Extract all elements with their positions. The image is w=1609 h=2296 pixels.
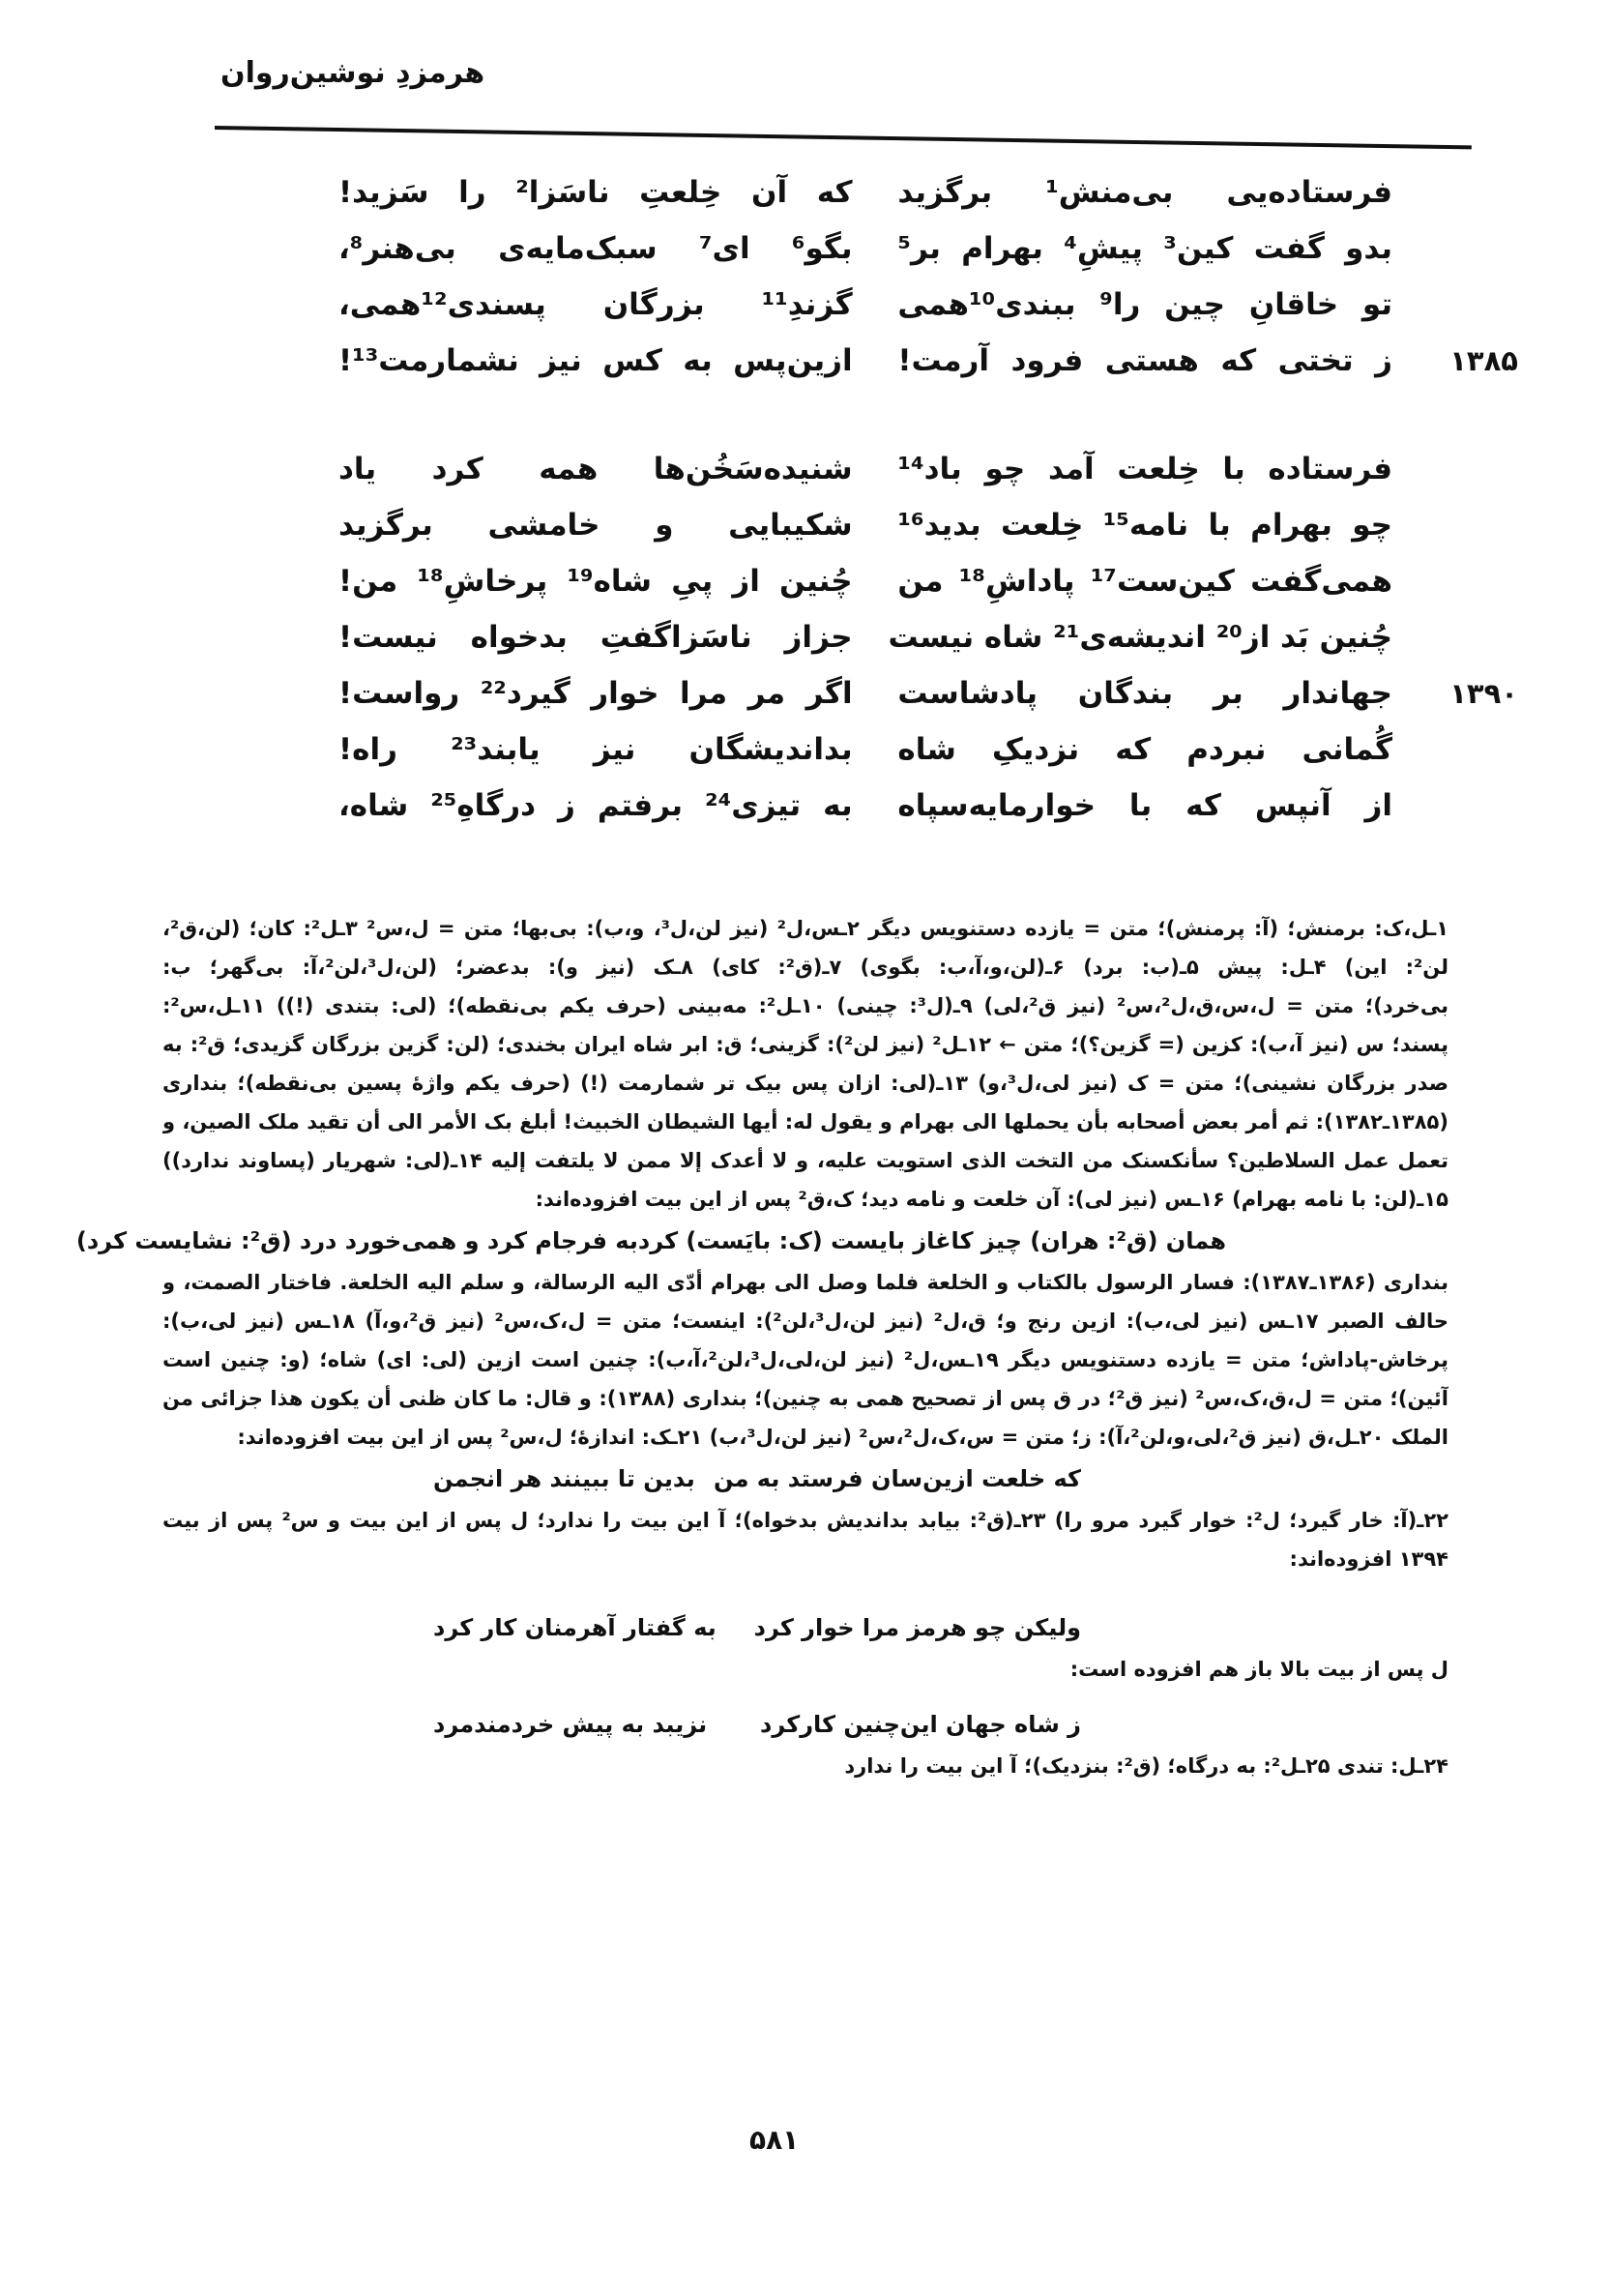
hemistich-second: چُنین از پیِ شاه¹⁹ پرخاشِ¹⁸ من! (338, 564, 853, 599)
footnote-line: ۱۳۹۴ افزوده‌اند: (1289, 1547, 1448, 1571)
footnote-line: تعمل عمل السلاطین؟ سأنکسنک من التخت الذی استویت علیه، و لا أعدک إلا ممن لا یلتفت إلیه ۱۴ـ(لی: شهریار (پساوند ندارد)) (162, 1149, 1448, 1172)
hemistich-first: گُمانی نبردم که نزدیکِ شاه (897, 732, 1392, 767)
couplet (309, 778, 1441, 834)
couplet (309, 721, 1441, 778)
couplet (309, 497, 1441, 553)
hemistich-second: بداندیشگان نیز یابند²³ راه! (338, 732, 853, 767)
footnote-line: ۲۲ـ(آ: خار گیرد؛ ل²: خوار گیرد مرو را) ۲۳ـ(ق²: بیابد بداندیش بدخواه)؛ آ این بیت را ندارد؛ ل پس از این بیت و س² پس از بیت (162, 1509, 1448, 1532)
hemistich-first: فرستاده با خِلعت آمد چو باد¹⁴ (897, 452, 1392, 486)
verse-number: ۱۳۹۰ (1449, 677, 1518, 710)
hemistich-second: بگو⁶ ای⁷ سبک‌مایه‌ی بی‌هنر⁸، (338, 231, 853, 266)
quoted-couplet (162, 1605, 1448, 1650)
footnote-line: ۱۵ـ(لن: با نامه بهرام) ۱۶ـس (نیز لی): آن خلعت و نامه دید؛ ک،ق² پس از این بیت افزوده‌اند: (535, 1188, 1448, 1211)
quoted-hemistich-second: به گفتار آهرمنان کار کرد (433, 1614, 717, 1641)
footnote-line: الملک ۲۰ـل،ق (نیز ق²،لی،و،لن²،آ): ز؛ متن = س،ک،ل²،س² (نیز لن،ل³،ب) ۲۱ـک: اندازهٔ؛ ل،س² پس از این بیت افزوده‌اند: (237, 1426, 1448, 1449)
hemistich-second: اگر مر مرا خوار گیرد²² رواست! (338, 676, 853, 711)
spacer (162, 1578, 1448, 1605)
footnote-line: صدر بزرگان نشینی)؛ متن = ک (نیز لی،ل³،و) ۱۳ـ(لی: ازان پس بیک تر شمارمت (!) (حرف یکم واژهٔ پسین بی‌نقطه)؛ بنداری (162, 1072, 1448, 1095)
hemistich-second: گزندِ¹¹ بزرگان پسندی¹²همی، (338, 287, 853, 322)
hemistich-first: همی‌گفت کین‌ست¹⁷ پاداشِ¹⁸ من (897, 564, 1392, 599)
hemistich-second: که آن خِلعتِ ناسَزا² را سَزید! (338, 175, 853, 210)
header-rule (215, 126, 1472, 149)
page-number: ۵۸۱ (749, 2124, 800, 2156)
verse-number: ۱۳۸۵ (1449, 344, 1518, 377)
quoted-hemistich-second: نزیبد به پیش خردمندمرد (433, 1711, 708, 1738)
footnote-line: ۲۴ـل: تندی ۲۵ـل²: به درگاه؛ (ق²: بنزدیک)؛ آ این بیت را ندارد (844, 1754, 1448, 1778)
footnote-line: بنداری (۱۳۸۶ـ۱۳۸۷): فسار الرسول بالکتاب و الخلعة فلما وصل الی بهرام أدّی الیه الرسالة، و سلم الیه الخلعة. فاختار الصمت، و (162, 1271, 1448, 1294)
quoted-hemistich-first: ولیکن چو هرمز مرا خوار کرد (753, 1614, 1081, 1641)
hemistich-second: جزاز ناسَزاگفتِ بدخواه نیست! (338, 620, 853, 655)
poem-block-2 (309, 441, 1518, 834)
hemistich-first: ز تختی که هستی فرود آرمت! (897, 343, 1392, 378)
hemistich-first: از آنپس که با خوارمایه‌سپاه (897, 788, 1392, 823)
spacer (162, 1689, 1448, 1702)
footnote-line: ۱ـل،ک: برمنش؛ (آ: پرمنش)؛ متن = یازده دستنویس دیگر ۲ـس،ل² (نیز لن،ل³، و،ب): بی‌بها؛ متن = ل،س² ۳ـل²: کان؛ (لن،ق²، (162, 917, 1448, 940)
couplet (309, 553, 1441, 609)
couplet (309, 665, 1518, 721)
quoted-couplet (162, 1457, 1448, 1501)
footnote-line: حالف الصبر ۱۷ـس (نیز لی،ب): ازین رنج و؛ ق،ل² (نیز لن،ل³،لن²): اینست؛ متن = ل،ک،س² (نیز ق²،و،آ) ۱۸ـس (نیز لی،ب): (162, 1310, 1448, 1333)
footnote-line: ل پس از بیت بالا باز هم افزوده است: (1069, 1658, 1448, 1681)
hemistich-first: فرستاده‌یی بی‌منش¹ برگزید (897, 175, 1392, 210)
hemistich-first: چو بهرام با نامه¹⁵ خِلعت بدید¹⁶ (897, 508, 1392, 543)
quoted-couplet (162, 1702, 1448, 1747)
hemistich-second: ازین‌پس به کس نیز نشمارمت¹³! (338, 343, 853, 378)
running-head-title: هرمزدِ نوشین‌روان (220, 56, 485, 90)
quoted-hemistich-second: بدین تا ببینند هر انجمن (433, 1465, 695, 1492)
couplet (309, 441, 1441, 497)
footnote-line: پسند؛ س (نیز آ،ب): کزین (= گزین؟)؛ متن ← ۱۲ـل² (نیز لن²): گزینی؛ ق: ابر شاه ایران بخندی؛ (لن: گزین بزرگان گزیدی؛ ق²: به (162, 1033, 1448, 1056)
couplet (309, 164, 1441, 221)
footnotes (75, 909, 1448, 1785)
couplet (309, 277, 1441, 333)
couplet (309, 609, 1441, 665)
hemistich-first: بدو گفت کین³ پیشِ⁴ بهرام بر⁵ (897, 231, 1392, 266)
hemistich-second: شکیبایی و خامشی برگزید (338, 508, 853, 543)
quoted-couplet (75, 1219, 1448, 1263)
hemistich-second: شنیده‌سَخُن‌ها همه کرد یاد (338, 452, 853, 486)
hemistich-first: جهاندار بر بندگان پادشاست (897, 676, 1392, 711)
couplet (309, 221, 1441, 277)
footnote-line: لن²: این) ۴ـل: پیش ۵ـ(ب: برد) ۶ـ(لن،و،آ،ب: بگوی) ۷ـ(ق²: کای) ۸ـک (نیز و): بدعضر؛ (لن،ل³،لن²،آ: بی‌گهر؛ ب: (162, 956, 1448, 979)
footnote-line: بی‌خرد)؛ متن = ل،س،ق،ل²،س² (نیز ق²،لی) ۹ـ(ل³: چینی) ۱۰ـل²: مه‌بینی (حرف یکم بی‌نقطه)؛ (لی: بتندی (!)) ۱۱ـل،س²: (162, 994, 1448, 1017)
quoted-hemistich-first: که خلعت ازین‌سان فرستد به من (713, 1465, 1081, 1492)
quoted-hemistich-first: ز شاه جهان این‌چنین کارکرد (760, 1711, 1081, 1738)
hemistich-second: به تیزی²⁴ برفتم ز درگاهِ²⁵ شاه، (338, 788, 853, 823)
footnote-line: پرخاش-پاداش؛ متن = یازده دستنویس دیگر ۱۹ـس،ل² (نیز لن،لی،ل³،لن²،آ،ب): چنین است ازین (لی: ای) شاه؛ (و: چنین است (162, 1348, 1448, 1371)
quoted-hemistich-second: به فرجام کرد و همی‌خورد درد (ق²: نشایست کرد) (75, 1227, 638, 1254)
footnote-line: آئین)؛ متن = ل،ق،ک،س² (نیز ق²؛ در ق پس از تصحیح همی به چنین)؛ بنداری (۱۳۸۸): و قال: ما کان ظنی أن یکون هذا جزائی من (162, 1387, 1448, 1410)
footnote-line: (۱۳۸۵ـ۱۳۸۲): ثم أمر بعض أصحابه بأن یحملها الی بهرام و یقول له: أیها الشیطان الخبیث! أبلغ بک الأمر الی أن تقید ملک الصین، و (162, 1110, 1448, 1133)
poem-block-1 (309, 164, 1518, 389)
quoted-hemistich-first: همان (ق²: هران) چیز کاغاز بایست (ک: بایَست) کرد (637, 1227, 1226, 1254)
hemistich-first: چُنین بَد از²⁰ اندیشه‌ی²¹ شاه نیست (888, 620, 1392, 655)
hemistich-first: تو خاقانِ چین را⁹ ببندی¹⁰همی (897, 287, 1393, 322)
couplet (309, 333, 1518, 389)
